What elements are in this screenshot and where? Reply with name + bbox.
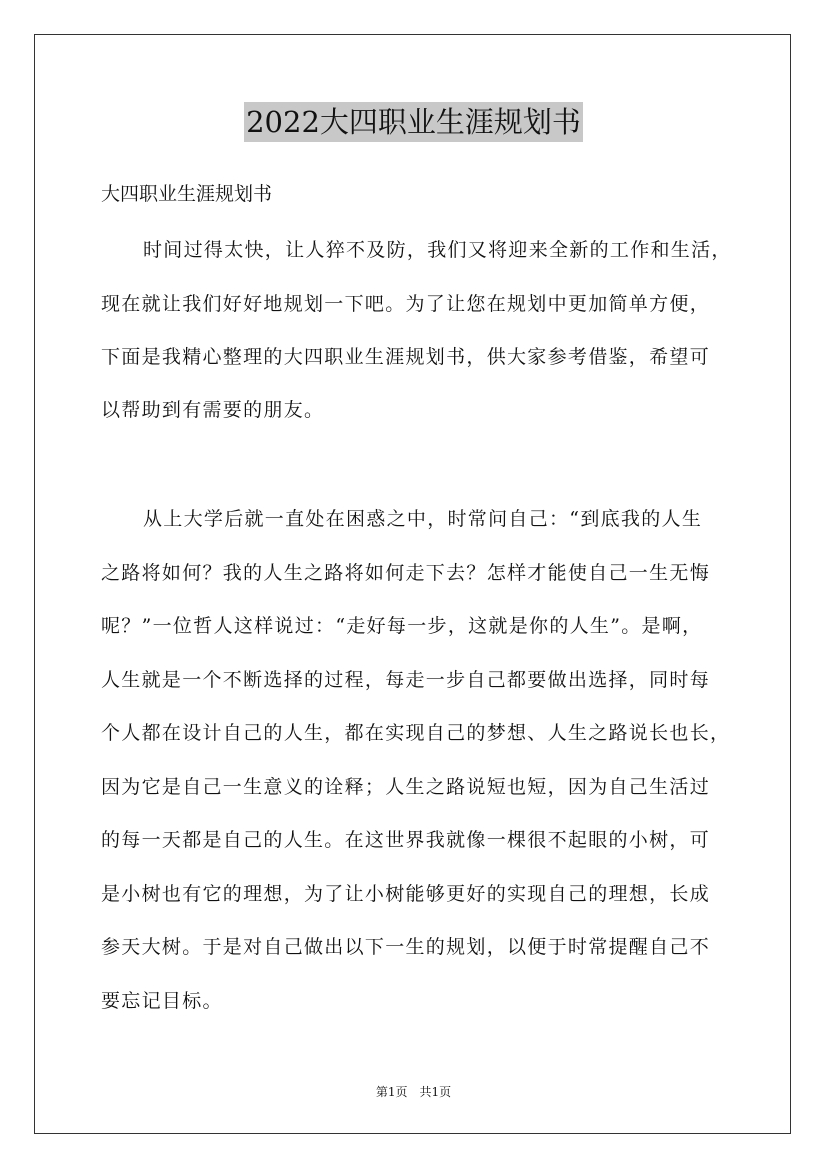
title-container — [0, 102, 827, 142]
paragraph-line: 从上大学后就一直处在困惑之中，时常问自己：“到底我的人生 — [143, 508, 703, 530]
paragraph-line: 下面是我精心整理的大四职业生涯规划书，供大家参考借鉴，希望可 — [101, 346, 711, 368]
paragraph-line: 现在就让我们好好地规划一下吧。为了让您在规划中更加简单方便， — [101, 293, 711, 315]
paragraph-line: 要忘记目标。 — [101, 990, 223, 1012]
paragraph-line: 时间过得太快，让人猝不及防，我们又将迎来全新的工作和生活， — [143, 239, 732, 261]
document-title: 2022大四职业生涯规划书 — [244, 102, 583, 142]
paragraph-line: 因为它是自己一生意义的诠释；人生之路说短也短，因为自己生活过 — [101, 776, 711, 798]
document-subtitle: 大四职业生涯规划书 — [101, 183, 273, 205]
paragraph-line: 以帮助到有需要的朋友。 — [101, 399, 325, 421]
paragraph-line: 人生就是一个不断选择的过程，每走一步自己都要做出选择，同时每 — [101, 669, 711, 691]
paragraph-line: 呢？”一位哲人这样说过：“走好每一步，这就是你的人生”。是啊， — [101, 615, 703, 637]
paragraph-line: 之路将如何？我的人生之路将如何走下去？怎样才能使自己一生无悔 — [101, 562, 711, 584]
paragraph-line: 个人都在设计自己的人生，都在实现自己的梦想、人生之路说长也长， — [101, 722, 731, 744]
page-footer: 第1页 共1页 — [375, 1085, 452, 1099]
paragraph-line: 是小树也有它的理想，为了让小树能够更好的实现自己的理想，长成 — [101, 883, 711, 905]
paragraph-line: 的每一天都是自己的人生。在这世界我就像一棵很不起眼的小树，可 — [101, 829, 711, 851]
paragraph-line: 参天大树。于是对自己做出以下一生的规划，以便于时常提醒自己不 — [101, 936, 711, 958]
